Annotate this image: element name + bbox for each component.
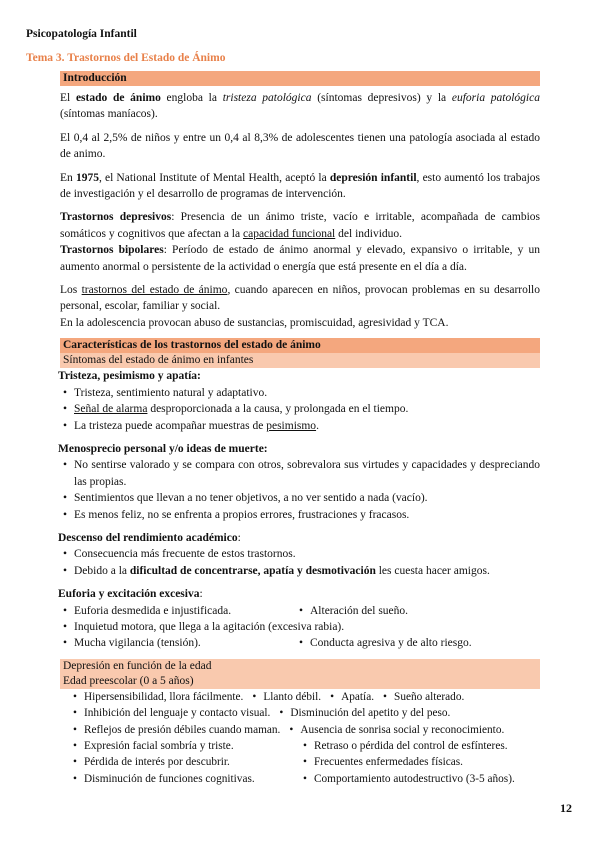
list-row: • Pérdida de interés por descubrir. • Frecuentes enfermedades físicas.: [73, 756, 463, 769]
list-item: • Consecuencia más frecuente de estos trastornos.: [63, 548, 296, 561]
list-item: • Debido a la dificultad de concentrarse, apatía y desmotivación les cuesta hacer amigos.: [63, 564, 490, 577]
list-row: • Reflejos de presión débiles cuando maman. • Ausencia de sonrisa social y reconocimiento.: [73, 723, 505, 736]
main-content: [60, 71, 540, 787]
intro-paragraph-2: El 0,4 al 2,5% de niños y entre un 0,4 al 8,3% de adolescentes tienen una patología asociada al estado de animo.: [60, 131, 540, 161]
list-item: • Inquietud motora, que llega a la agitación (excesiva rabia).: [63, 620, 345, 633]
group-sadness-list: [58, 385, 540, 434]
intro-heading: Introducción: [60, 71, 540, 86]
depression-heading: Depresión en función de la edad: [60, 659, 540, 674]
depression-subheading: Edad preescolar (0 a 5 años): [60, 674, 540, 689]
list-item: • Señal de alarma desproporcionada a la causa, y prolongada en el tiempo.: [63, 403, 409, 416]
page-number: 12: [560, 801, 572, 815]
list-row: • Euforia desmedida e injustificada. • Alteración del sueño.: [63, 604, 409, 617]
group-euphoria-list: [58, 603, 540, 652]
intro-paragraph-6: Los trastornos del estado de ánimo, cuando aparecen en niños, provocan problemas en su desarrollo personal, escolar, familiar y social.: [60, 284, 541, 313]
group-self-contempt-list: [58, 457, 540, 523]
list-row: • Expresión facial sombría y triste. • Retraso o pérdida del control de esfínteres.: [73, 740, 508, 752]
list-row: • Inhibición del lenguaje y contacto visual. • Disminución del apetito y del peso.: [73, 707, 451, 720]
list-row: • Hipersensibilidad, llora fácilmente. • Llanto débil. • Apatía. • Sueño alterado.: [73, 690, 465, 703]
group-sadness-title: Tristeza, pesimismo y apatía:: [58, 370, 201, 383]
intro-paragraph-7: En la adolescencia provocan abuso de sustancias, promiscuidad, agresividad y TCA.: [60, 316, 449, 329]
depressive-disorders-definition: Trastornos depresivos: Presencia de un ánimo triste, vacío e irritable, acompañada de cambios somáticos y cognitivos que afectan a la capacidad funcional del individuo.: [60, 211, 540, 240]
characteristics-subheading: Síntomas del estado de ánimo en infantes: [60, 353, 540, 368]
intro-paragraph-3: En 1975, el National Institute of Mental Health, aceptó la depresión infantil, esto aumentó los trabajos de investigación y el desarrollo de programas de intervención.: [60, 171, 541, 201]
preschool-symptom-list: [70, 689, 540, 787]
list-row: • Mucha vigilancia (tensión). • Conducta agresiva y de alto riesgo.: [63, 637, 472, 650]
bipolar-disorders-definition: Trastornos bipolares: Período de estado de ánimo anormal y elevado, expansivo o irritable, y un aumento anormal o persistente de la actividad o energía que está presente en el día a día.: [60, 244, 541, 273]
list-item: • No sentirse valorado y se compara con otros, sobrevalora sus virtudes y capacidades y despreciando las propias.: [63, 459, 540, 488]
group-academic-list: [58, 546, 540, 579]
list-row: • Disminución de funciones cognitivas. • Comportamiento autodestructivo (3-5 años).: [73, 772, 515, 785]
list-item: • Tristeza, sentimiento natural y adaptativo.: [63, 386, 268, 399]
unit-title: Tema 3. Trastornos del Estado de Ánimo: [26, 52, 226, 64]
characteristics-heading: Características de los trastornos del estado de ánimo: [60, 338, 540, 353]
list-item: • La tristeza puede acompañar muestras de pesimismo.: [63, 419, 319, 432]
group-self-contempt-title: Menosprecio personal y/o ideas de muerte:: [58, 442, 268, 455]
intro-paragraph-1: El estado de ánimo engloba la tristeza patológica (síntomas depresivos) y la euforia patológica (síntomas maníacos).: [60, 92, 540, 121]
course-title: Psicopatología Infantil: [26, 28, 137, 40]
group-euphoria-title: Euforia y excitación excesiva:: [58, 588, 203, 601]
group-academic-title: Descenso del rendimiento académico:: [58, 531, 241, 544]
list-item: • Sentimientos que llevan a no tener objetivos, a no ver sentido a nada (vacío).: [63, 492, 428, 505]
list-item: • Es menos feliz, no se enfrenta a propios errores, frustraciones y fracasos.: [63, 508, 410, 521]
